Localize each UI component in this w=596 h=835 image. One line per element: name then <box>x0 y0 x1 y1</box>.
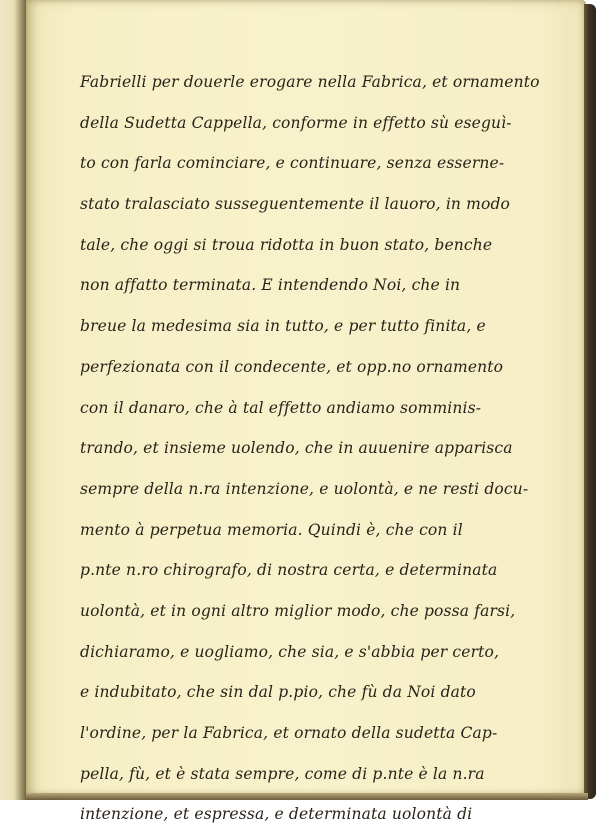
manuscript-line: breue la medesima sia in tutto, e per tutto finita, e <box>80 317 486 336</box>
manuscript-line: stato tralasciato susseguentemente il lauoro, in modo <box>80 195 511 214</box>
page-edge-right <box>584 4 596 799</box>
manuscript-line: p.nte n.ro chirografo, di nostra certa, e determinata <box>80 561 498 580</box>
manuscript-line: e indubitato, che sin dal p.pio, che fù da Noi dato <box>80 683 476 702</box>
manuscript-line: Fabrielli per douerle erogare nella Fabrica, et ornamento <box>80 73 540 91</box>
manuscript-line: sempre della n.ra intenzione, e uolontà, e ne resti docu- <box>80 479 529 498</box>
manuscript-line: della Sudetta Cappella, conforme in effetto sù eseguì- <box>80 113 512 132</box>
manuscript-line: l'ordine, per la Fabrica, et ornato della sudetta Cap- <box>80 724 498 742</box>
manuscript-line: intenzione, et espressa, e determinata uolontà di <box>80 805 473 824</box>
manuscript-line: pella, fù, et è stata sempre, come di p.nte è la n.ra <box>80 764 485 783</box>
manuscript-text <box>80 62 550 835</box>
manuscript-line: con il danaro, che à tal effetto andiamo somminis- <box>80 398 482 417</box>
manuscript-line: to con farla cominciare, e continuare, senza esserne- <box>80 154 505 173</box>
manuscript-line: tale, che oggi si troua ridotta in buon stato, benche <box>80 235 493 254</box>
manuscript-line: non affatto terminata. E intendendo Noi, che in <box>80 276 461 295</box>
manuscript-line: dichiaramo, e uogliamo, che sia, e s'abbia per certo, <box>80 642 500 661</box>
book-binding <box>0 0 28 800</box>
manuscript-line: mento à perpetua memoria. Quindi è, che con il <box>80 520 463 539</box>
manuscript-line: uolontà, et in ogni altro miglior modo, che possa farsi, <box>80 601 516 620</box>
manuscript-line: perfezionata con il condecente, et opp.no ornamento <box>80 357 504 376</box>
manuscript-line: trando, et insieme uolendo, che in auuenire apparisca <box>80 439 513 458</box>
